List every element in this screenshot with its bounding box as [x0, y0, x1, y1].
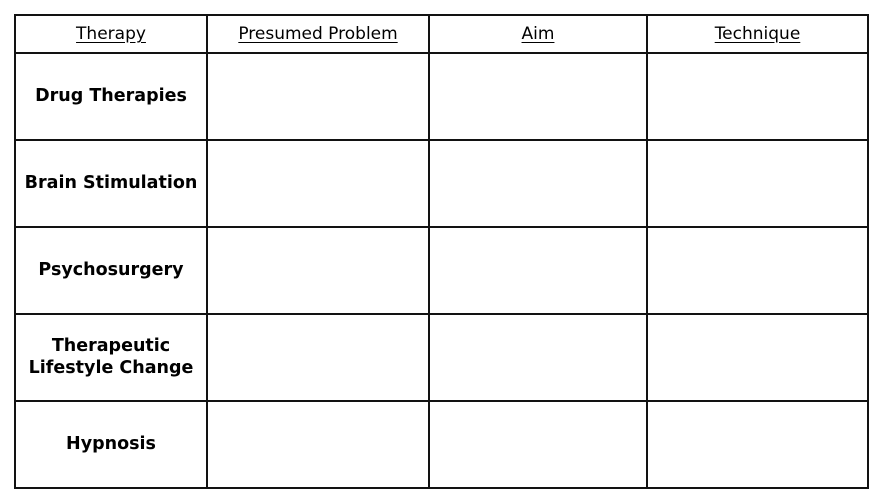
empty-cell-psychosurgery-presumed-problem	[207, 227, 429, 314]
column-header-technique	[647, 15, 868, 53]
worksheet-sheet	[14, 14, 869, 489]
row-label-therapeutic-lifestyle-change: Therapeutic Lifestyle Change	[15, 314, 207, 401]
empty-cell-hypnosis-aim	[429, 401, 647, 488]
empty-cell-hypnosis-technique	[647, 401, 868, 488]
empty-cell-brain-stimulation-technique	[647, 140, 868, 227]
empty-cell-therapeutic-lifestyle-change-aim	[429, 314, 647, 401]
column-header-therapy-label: Therapy	[76, 24, 146, 44]
column-header-therapy	[15, 15, 207, 53]
column-header-aim-label: Aim	[521, 24, 555, 44]
empty-cell-psychosurgery-aim	[429, 227, 647, 314]
column-header-aim	[429, 15, 647, 53]
empty-cell-therapeutic-lifestyle-change-presumed-problem	[207, 314, 429, 401]
header-row	[15, 15, 868, 53]
table-row	[15, 140, 868, 227]
empty-cell-drug-therapies-presumed-problem	[207, 53, 429, 140]
empty-cell-hypnosis-presumed-problem	[207, 401, 429, 488]
row-label-brain-stimulation: Brain Stimulation	[15, 140, 207, 227]
table-row	[15, 227, 868, 314]
therapy-comparison-table	[14, 14, 869, 489]
row-label-psychosurgery: Psychosurgery	[15, 227, 207, 314]
row-label-hypnosis: Hypnosis	[15, 401, 207, 488]
empty-cell-drug-therapies-technique	[647, 53, 868, 140]
table-row	[15, 401, 868, 488]
column-header-technique-label: Technique	[714, 24, 801, 44]
empty-cell-brain-stimulation-presumed-problem	[207, 140, 429, 227]
empty-cell-drug-therapies-aim	[429, 53, 647, 140]
column-header-presumed-problem	[207, 15, 429, 53]
table-row	[15, 314, 868, 401]
row-label-drug-therapies: Drug Therapies	[15, 53, 207, 140]
empty-cell-therapeutic-lifestyle-change-technique	[647, 314, 868, 401]
empty-cell-psychosurgery-technique	[647, 227, 868, 314]
empty-cell-brain-stimulation-aim	[429, 140, 647, 227]
column-header-presumed-problem-label: Presumed Problem	[238, 24, 398, 44]
table-row	[15, 53, 868, 140]
